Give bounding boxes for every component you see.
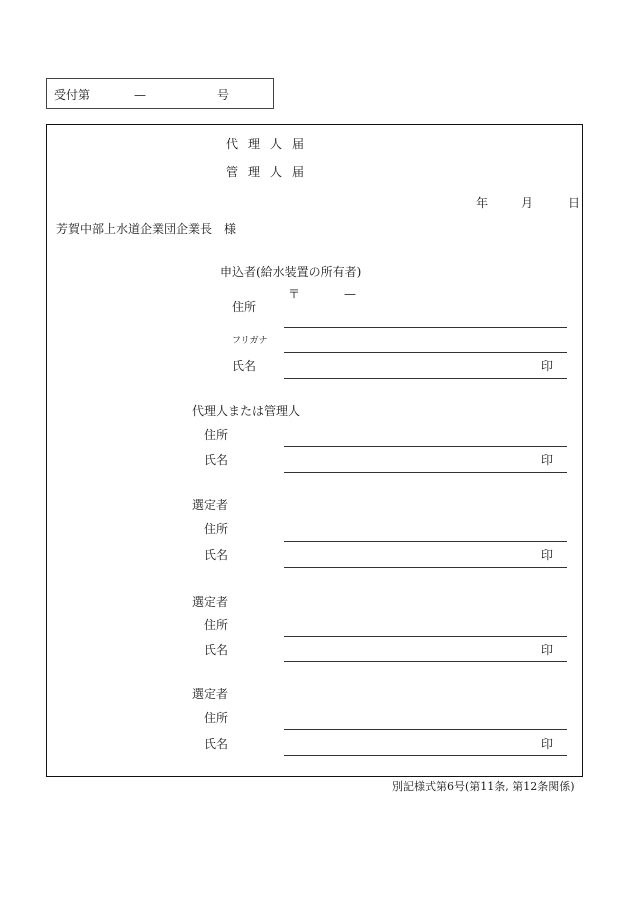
postal-mark: 〒 (288, 287, 301, 301)
title-agent-notice: 代理人届 (226, 137, 315, 151)
appointee-1-heading: 選定者 (192, 498, 229, 512)
footer-form-note: 別記様式第6号(第11条, 第12条関係) (392, 780, 575, 793)
appointee-1-address-label: 住所 (204, 522, 229, 536)
date-day-label: 日 (568, 196, 581, 210)
appointee-2-address-line[interactable] (284, 636, 567, 637)
appointee-3-name-label: 氏名 (204, 737, 229, 751)
agent-address-label: 住所 (204, 428, 229, 442)
appointee-2-address-label: 住所 (204, 618, 229, 632)
applicant-address-label: 住所 (232, 300, 257, 314)
appointee-2-name-label: 氏名 (204, 643, 229, 657)
appointee-1-address-line[interactable] (284, 541, 567, 542)
appointee-3-address-line[interactable] (284, 729, 567, 730)
appointee-3-heading: 選定者 (192, 687, 229, 701)
receipt-label: 受付第 (54, 88, 91, 102)
agent-heading: 代理人または管理人 (192, 404, 301, 418)
receipt-suffix: 号 (217, 88, 230, 102)
applicant-heading: 申込者(給水装置の所有者) (220, 265, 362, 279)
applicant-furigana-line[interactable] (284, 352, 567, 353)
receipt-dash: — (134, 88, 146, 102)
agent-address-line[interactable] (284, 446, 567, 447)
applicant-name-label: 氏名 (232, 359, 257, 373)
agent-name-label: 氏名 (204, 453, 229, 467)
title-manager-notice: 管理人届 (226, 165, 315, 179)
applicant-furigana-label: フリガナ (232, 336, 268, 346)
appointee-1-seal: 印 (541, 548, 554, 562)
agent-seal: 印 (541, 453, 554, 467)
appointee-3-address-label: 住所 (204, 711, 229, 725)
appointee-3-name-line[interactable] (284, 755, 567, 756)
date-year-label: 年 (476, 196, 489, 210)
agent-name-line[interactable] (284, 472, 567, 473)
appointee-1-name-label: 氏名 (204, 548, 229, 562)
applicant-seal: 印 (541, 359, 554, 373)
appointee-1-name-line[interactable] (284, 567, 567, 568)
appointee-2-seal: 印 (541, 643, 554, 657)
addressee: 芳賀中部上水道企業団企業長 様 (56, 222, 237, 236)
postal-dash: — (344, 287, 356, 301)
applicant-address-line[interactable] (284, 327, 567, 328)
appointee-3-seal: 印 (541, 737, 554, 751)
applicant-name-line[interactable] (284, 378, 567, 379)
appointee-2-name-line[interactable] (284, 661, 567, 662)
appointee-2-heading: 選定者 (192, 595, 229, 609)
date-month-label: 月 (521, 196, 534, 210)
